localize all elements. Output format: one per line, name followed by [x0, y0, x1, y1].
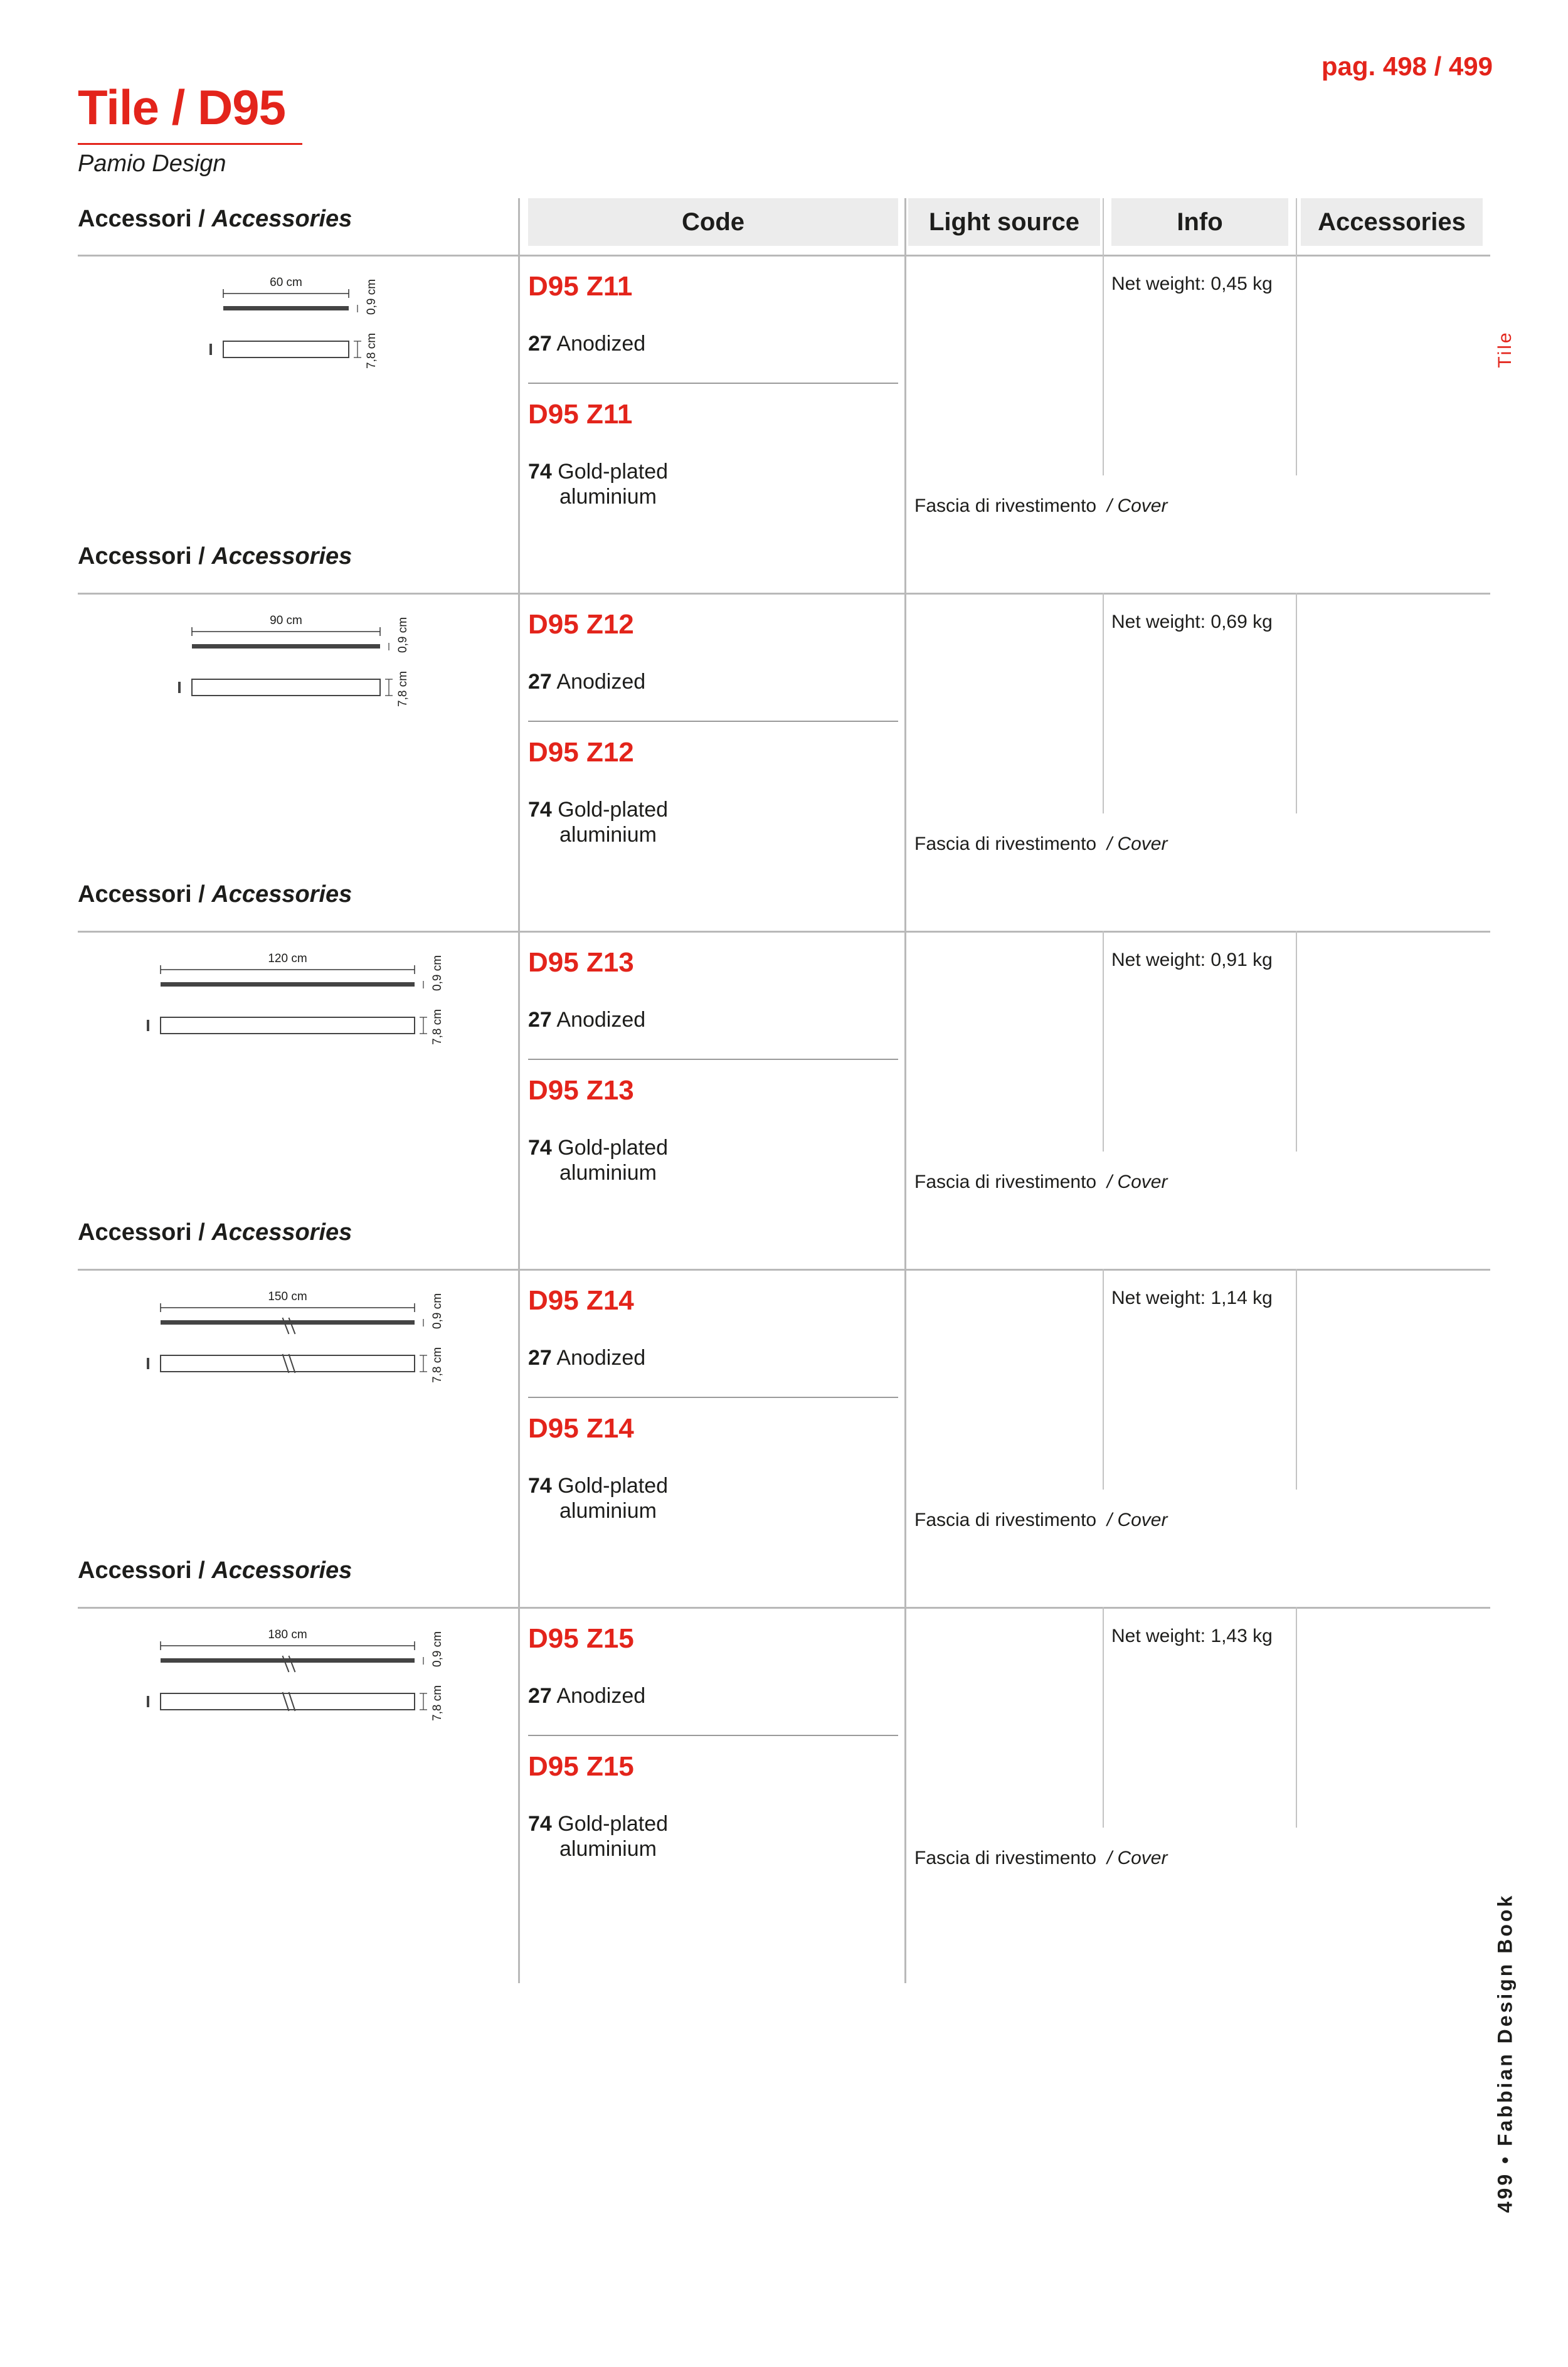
accessories-section-heading	[78, 543, 352, 570]
accessory-description	[914, 1848, 1167, 1869]
product-code: D95 Z12	[528, 737, 634, 768]
length-label: 120 cm	[268, 952, 307, 965]
end-cap-mark	[147, 1020, 149, 1031]
finish-name: Anodized	[556, 332, 646, 356]
end-cap-mark	[178, 682, 181, 693]
product-code: D95 Z15	[528, 1751, 634, 1782]
column-divider	[1296, 593, 1297, 813]
height-label: 7,8 cm	[431, 1685, 444, 1721]
accessory-description	[914, 495, 1167, 517]
finish-line	[528, 331, 645, 356]
accessories-label-it: Accessori /	[78, 206, 212, 232]
front-profile-bar	[192, 679, 380, 696]
thickness-label: 0,9 cm	[431, 955, 444, 991]
page-title: Tile / D95	[78, 80, 286, 135]
accessories-section-heading	[78, 1557, 352, 1584]
accessories-label-it: Accessori /	[78, 1557, 212, 1584]
thickness-label: 0,9 cm	[431, 1631, 444, 1667]
finish-code: 74	[528, 460, 552, 484]
product-drawing	[0, 1607, 518, 1745]
side-profile-bar	[192, 644, 380, 649]
length-label: 180 cm	[268, 1628, 307, 1641]
finish-name: Gold-plated	[558, 1474, 669, 1498]
finish-code: 74	[528, 1812, 552, 1836]
column-divider	[1296, 1607, 1297, 1828]
column-divider	[904, 1269, 906, 1607]
description-it: Fascia di rivestimento	[914, 1172, 1097, 1192]
product-code: D95 Z11	[528, 399, 633, 430]
section-side-tab: Tile	[1495, 331, 1515, 368]
finish-line	[528, 1473, 668, 1498]
column-divider	[518, 1607, 520, 1983]
description-en: / Cover	[1106, 1172, 1168, 1192]
accessories-label-it: Accessori /	[78, 881, 212, 908]
end-cap-mark	[147, 1696, 149, 1707]
column-divider	[904, 255, 906, 593]
break-mark-icon	[289, 1656, 295, 1672]
front-profile-bar	[223, 341, 349, 357]
length-label: 60 cm	[270, 276, 302, 289]
finish-code: 74	[528, 1474, 552, 1498]
finish-name: Anodized	[556, 1346, 646, 1370]
title-underline	[78, 143, 302, 145]
column-header-code: Code	[528, 198, 898, 246]
accessories-section-heading	[78, 1219, 352, 1246]
break-mark-icon	[283, 1656, 289, 1672]
description-it: Fascia di rivestimento	[914, 495, 1097, 516]
finish-code: 27	[528, 1684, 552, 1708]
height-label: 7,8 cm	[396, 670, 410, 707]
accessories-label-en: Accessories	[211, 543, 352, 569]
product-code: D95 Z12	[528, 609, 634, 640]
finish-name-line2: aluminium	[559, 1499, 657, 1523]
column-divider	[1296, 1269, 1297, 1490]
product-code: D95 Z13	[528, 1075, 634, 1106]
accessories-section-heading	[78, 881, 352, 908]
break-mark-icon	[289, 1318, 295, 1334]
column-divider	[904, 931, 906, 1269]
product-drawing	[0, 1269, 518, 1407]
page-number-label: pag. 498 / 499	[1321, 51, 1493, 81]
page-footer: 499 • Fabbian Design Book	[1493, 1893, 1517, 2213]
product-code: D95 Z15	[528, 1623, 634, 1654]
thickness-label: 0,9 cm	[431, 1293, 444, 1329]
end-cap-mark	[147, 1358, 149, 1369]
variant-divider	[528, 1397, 898, 1398]
column-header-accessories: Accessories	[1301, 198, 1483, 246]
break-mark-icon	[283, 1318, 289, 1334]
finish-code: 27	[528, 670, 552, 694]
net-weight: Net weight: 1,14 kg	[1111, 1288, 1273, 1308]
accessory-description	[914, 1510, 1167, 1531]
thickness-label: 0,9 cm	[396, 617, 410, 653]
column-header-info: Info	[1111, 198, 1288, 246]
finish-code: 74	[528, 1136, 552, 1160]
description-en: / Cover	[1106, 834, 1168, 854]
variant-divider	[528, 1735, 898, 1736]
finish-name-line2: aluminium	[559, 823, 657, 847]
side-profile-bar	[161, 1320, 415, 1325]
column-divider	[518, 593, 520, 931]
length-label: 90 cm	[270, 614, 302, 627]
variant-divider	[528, 1059, 898, 1060]
product-code: D95 Z14	[528, 1285, 634, 1316]
column-divider	[904, 198, 906, 255]
description-it: Fascia di rivestimento	[914, 1848, 1097, 1868]
finish-name: Gold-plated	[558, 1812, 669, 1836]
net-weight: Net weight: 0,45 kg	[1111, 273, 1273, 294]
finish-name-line2: aluminium	[559, 1837, 657, 1861]
column-divider	[904, 593, 906, 931]
finish-name: Gold-plated	[558, 798, 669, 822]
variant-divider	[528, 721, 898, 722]
column-divider	[518, 255, 520, 593]
height-label: 7,8 cm	[431, 1009, 444, 1045]
accessories-label-en: Accessories	[211, 1219, 352, 1246]
finish-name: Anodized	[556, 670, 646, 694]
column-divider	[1103, 1607, 1104, 1828]
side-profile-bar	[161, 1658, 415, 1663]
net-weight: Net weight: 0,91 kg	[1111, 950, 1273, 970]
column-divider	[904, 1607, 906, 1983]
end-cap-mark	[209, 344, 212, 355]
description-en: / Cover	[1106, 1848, 1168, 1868]
finish-name: Gold-plated	[558, 1136, 669, 1160]
finish-code: 27	[528, 1346, 552, 1370]
column-divider	[1296, 931, 1297, 1152]
finish-name-line2: aluminium	[559, 1161, 657, 1185]
column-divider	[1103, 1269, 1104, 1490]
product-drawing	[0, 593, 518, 731]
accessories-section-heading	[78, 206, 352, 233]
height-label: 7,8 cm	[365, 332, 378, 369]
product-drawing	[0, 931, 518, 1069]
finish-line	[528, 1683, 645, 1708]
finish-code: 74	[528, 798, 552, 822]
front-profile-bar	[161, 1017, 415, 1034]
finish-code: 27	[528, 1008, 552, 1032]
finish-line	[528, 1135, 668, 1160]
description-en: / Cover	[1106, 1510, 1168, 1530]
product-code: D95 Z13	[528, 947, 634, 978]
accessory-description	[914, 1172, 1167, 1193]
finish-name: Anodized	[556, 1684, 646, 1708]
finish-line	[528, 459, 668, 484]
column-divider	[1103, 198, 1104, 255]
column-divider	[1296, 198, 1297, 255]
product-code: D95 Z11	[528, 271, 633, 302]
column-divider	[518, 198, 520, 255]
finish-line	[528, 797, 668, 822]
designer-subtitle: Pamio Design	[78, 151, 226, 177]
column-divider	[518, 931, 520, 1269]
net-weight: Net weight: 0,69 kg	[1111, 612, 1273, 632]
finish-code: 27	[528, 332, 552, 356]
accessory-description	[914, 834, 1167, 855]
finish-name: Gold-plated	[558, 460, 669, 484]
accessories-label-en: Accessories	[211, 1557, 352, 1584]
column-divider	[1296, 255, 1297, 475]
finish-name: Anodized	[556, 1008, 646, 1032]
description-it: Fascia di rivestimento	[914, 1510, 1097, 1530]
column-divider	[1103, 931, 1104, 1152]
accessories-label-en: Accessories	[211, 881, 352, 908]
description-it: Fascia di rivestimento	[914, 834, 1097, 854]
column-divider	[518, 1269, 520, 1607]
net-weight: Net weight: 1,43 kg	[1111, 1626, 1273, 1646]
thickness-label: 0,9 cm	[365, 278, 378, 315]
finish-line	[528, 669, 645, 694]
column-header-light-source: Light source	[908, 198, 1100, 246]
finish-line	[528, 1811, 668, 1836]
column-divider	[1103, 593, 1104, 813]
finish-line	[528, 1007, 645, 1032]
accessories-label-en: Accessories	[211, 206, 352, 232]
finish-line	[528, 1345, 645, 1370]
column-divider	[1103, 255, 1104, 475]
accessories-label-it: Accessori /	[78, 1219, 212, 1246]
variant-divider	[528, 383, 898, 384]
finish-name-line2: aluminium	[559, 485, 657, 509]
accessories-label-it: Accessori /	[78, 543, 212, 569]
side-profile-bar	[161, 982, 415, 987]
length-label: 150 cm	[268, 1290, 307, 1303]
product-drawing	[0, 255, 518, 393]
description-en: / Cover	[1106, 495, 1168, 516]
side-profile-bar	[223, 306, 349, 310]
height-label: 7,8 cm	[431, 1347, 444, 1383]
product-code: D95 Z14	[528, 1413, 634, 1444]
